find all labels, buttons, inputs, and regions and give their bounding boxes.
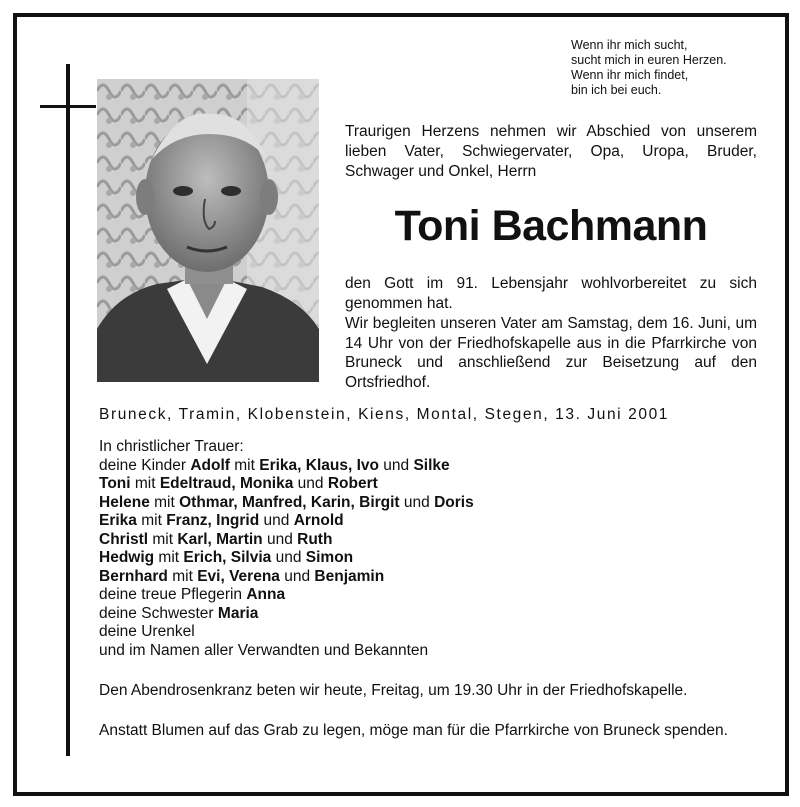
family-text: mit [229, 456, 260, 474]
family-line [99, 568, 759, 587]
family-text: und [293, 475, 328, 492]
rosary-note: Den Abendrosenkranz beten wir heute, Freitag, um 19.30 Uhr in der Friedhofskapelle. [99, 682, 688, 699]
family-line [99, 531, 759, 550]
family-name: Robert [327, 475, 378, 492]
family-name: Ruth [297, 530, 333, 548]
family-text: mit [154, 549, 184, 566]
family-text: mit [148, 530, 178, 548]
family-name: Hedwig [99, 549, 155, 566]
family-text: mit [167, 567, 198, 585]
family-text: und [399, 493, 435, 511]
family-name: Erika, Klaus, Ivo [259, 456, 379, 474]
family-name: Christl [99, 530, 149, 548]
family-name: Benjamin [314, 567, 385, 585]
family-lines [99, 457, 759, 661]
family-text: und [262, 530, 298, 548]
flowers-note: Anstatt Blumen auf das Grab zu legen, möge man für die Pfarrkirche von Bruneck spenden. [99, 722, 728, 739]
motto-verse: Wenn ihr mich sucht, sucht mich in euren Herzen. Wenn ihr mich findet, bin ich bei euch. [571, 38, 727, 97]
family-name: Othmar, Manfred, Karin, Birgit [179, 493, 400, 511]
family-line [99, 623, 759, 642]
family-name: Doris [434, 493, 474, 511]
family-text: mit [130, 475, 160, 492]
funeral-details: Wir begleiten unseren Vater am Samstag, dem 16. Juni, um 14 Uhr von der Friedhofskapelle aus in die Pfarrkirche von Bruneck und anschließend zur Beisetzung auf den Ortsfriedhof. [345, 315, 757, 391]
family-text: deine Urenkel [99, 623, 195, 640]
family-line [99, 605, 759, 624]
family-name: Toni [99, 475, 131, 492]
family-line [99, 512, 759, 531]
family-text: deine Kinder [99, 456, 191, 474]
family-text: und [259, 512, 294, 529]
family-line [99, 549, 759, 568]
mourners-list [99, 438, 759, 660]
family-name: Edeltraud, Monika [159, 475, 294, 492]
places-and-date: Bruneck, Tramin, Klobenstein, Kiens, Montal, Stegen, 13. Juni 2001 [99, 406, 670, 423]
family-name: Karl, Martin [177, 530, 263, 548]
family-text: und [271, 549, 306, 566]
family-text: deine treue Pflegerin [99, 586, 247, 603]
death-note: den Gott im 91. Lebensjahr wohlvorbereitet zu sich genommen hat. [345, 275, 757, 312]
family-name: Franz, Ingrid [166, 512, 260, 529]
family-name: Silke [413, 456, 450, 474]
family-name: Maria [217, 604, 259, 622]
family-text: und [279, 567, 315, 585]
family-name: Erika [99, 512, 137, 529]
family-line [99, 475, 759, 494]
family-name: Simon [305, 549, 354, 566]
intro-text: Traurigen Herzens nehmen wir Abschied von unserem lieben Vater, Schwiegervater, Opa, Uropa, Bruder, Schwager und Onkel, Herrn [345, 123, 757, 180]
family-line [99, 457, 759, 476]
family-text: deine Schwester [99, 604, 218, 622]
family-text: und im Namen aller Verwandten und Bekannten [99, 641, 429, 659]
family-name: Erich, Silvia [183, 549, 272, 566]
family-line [99, 642, 759, 661]
family-name: Evi, Verena [197, 567, 280, 585]
family-name: Adolf [190, 456, 230, 474]
family-text: und [378, 456, 414, 474]
portrait-photo [97, 79, 319, 382]
family-line [99, 586, 759, 605]
family-name: Bernhard [99, 567, 168, 585]
family-text: mit [136, 512, 167, 529]
family-name: Helene [99, 493, 150, 511]
deceased-name: Toni Bachmann [394, 202, 708, 250]
family-name: Arnold [293, 512, 344, 529]
family-name: Anna [246, 586, 286, 603]
mourning-header: In christlicher Trauer: [99, 438, 244, 455]
family-text: mit [149, 493, 180, 511]
family-line [99, 494, 759, 513]
